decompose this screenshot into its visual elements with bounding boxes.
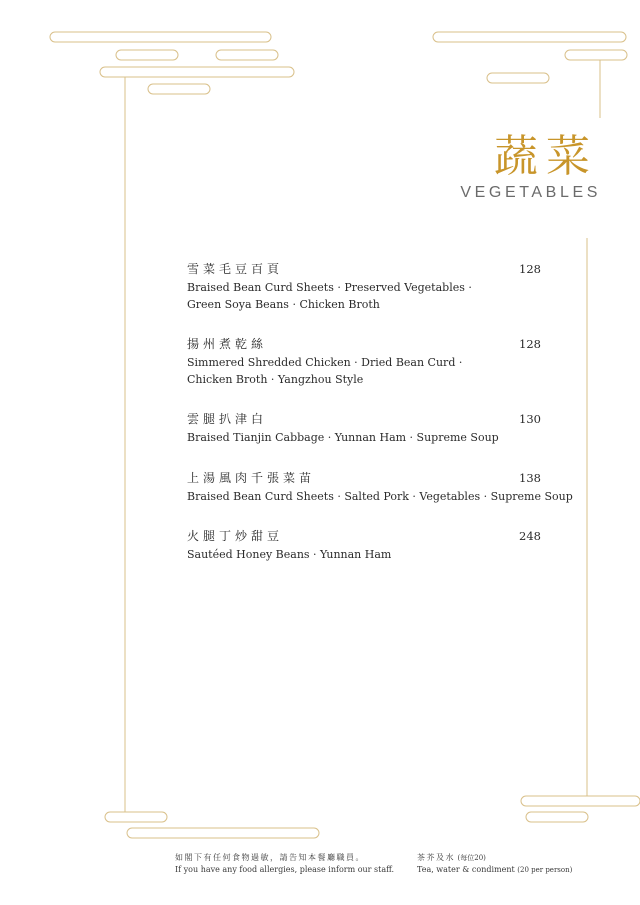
tea-charge-en: Tea, water & condiment: [417, 865, 515, 874]
section-title-en: VEGETABLES: [460, 184, 601, 201]
menu-item: [187, 469, 573, 506]
dish-name-zh: 雪菜毛豆百頁: [187, 262, 284, 276]
dish-price: 248: [519, 529, 541, 543]
allergy-notice: [175, 852, 394, 876]
allergy-notice-en: If you have any food allergies, please inform our staff.: [175, 865, 395, 874]
dish-description: [187, 280, 547, 313]
dish-description-line: Braised Bean Curd Sheets · Salted Pork · Vegetables · Supreme Soup: [187, 489, 573, 503]
dish-description: [187, 355, 547, 388]
menu-item: [187, 527, 547, 564]
section-heading: [460, 131, 601, 202]
dish-description-line: Chicken Broth · Yangzhou Style: [187, 372, 364, 386]
menu-list: [187, 260, 573, 586]
allergy-notice-zh: 如閣下有任何食物過敏，請告知本餐廳職員。: [175, 853, 365, 862]
dish-price: 128: [519, 337, 541, 351]
dish-description: [187, 430, 547, 447]
dish-name-zh: 雲腿扒津白: [187, 412, 268, 426]
dish-description-line: Green Soya Beans · Chicken Broth: [187, 297, 380, 311]
dish-description-line: Braised Bean Curd Sheets · Preserved Vegetables ·: [187, 281, 472, 294]
tea-charge-notice: [417, 852, 572, 876]
tea-charge-zh: 茶芥及水: [417, 853, 455, 862]
dish-price: 138: [519, 470, 541, 485]
dish-price: 130: [519, 412, 541, 426]
dish-name-zh: 火腿丁炒甜豆: [187, 529, 284, 543]
menu-item: [187, 335, 547, 388]
menu-item: [187, 410, 547, 447]
tea-charge-en-note: (20 per person): [517, 866, 573, 874]
dish-description-line: Braised Tianjin Cabbage · Yunnan Ham · Supreme Soup: [187, 431, 499, 444]
dish-description: [187, 547, 547, 564]
dish-description-line: Simmered Shredded Chicken · Dried Bean Curd ·: [187, 356, 463, 369]
dish-description: [187, 489, 573, 506]
section-title-zh: 蔬菜: [494, 131, 598, 182]
tea-charge-zh-note: (每位20): [457, 854, 486, 862]
dish-name-zh: 上湯風肉千張菜苗: [187, 470, 316, 485]
dish-name-zh: 揚州煮乾絲: [187, 337, 268, 351]
menu-item: [187, 260, 547, 313]
dish-price: 128: [519, 262, 541, 276]
dish-description-line: Sautéed Honey Beans · Yunnan Ham: [187, 548, 392, 561]
